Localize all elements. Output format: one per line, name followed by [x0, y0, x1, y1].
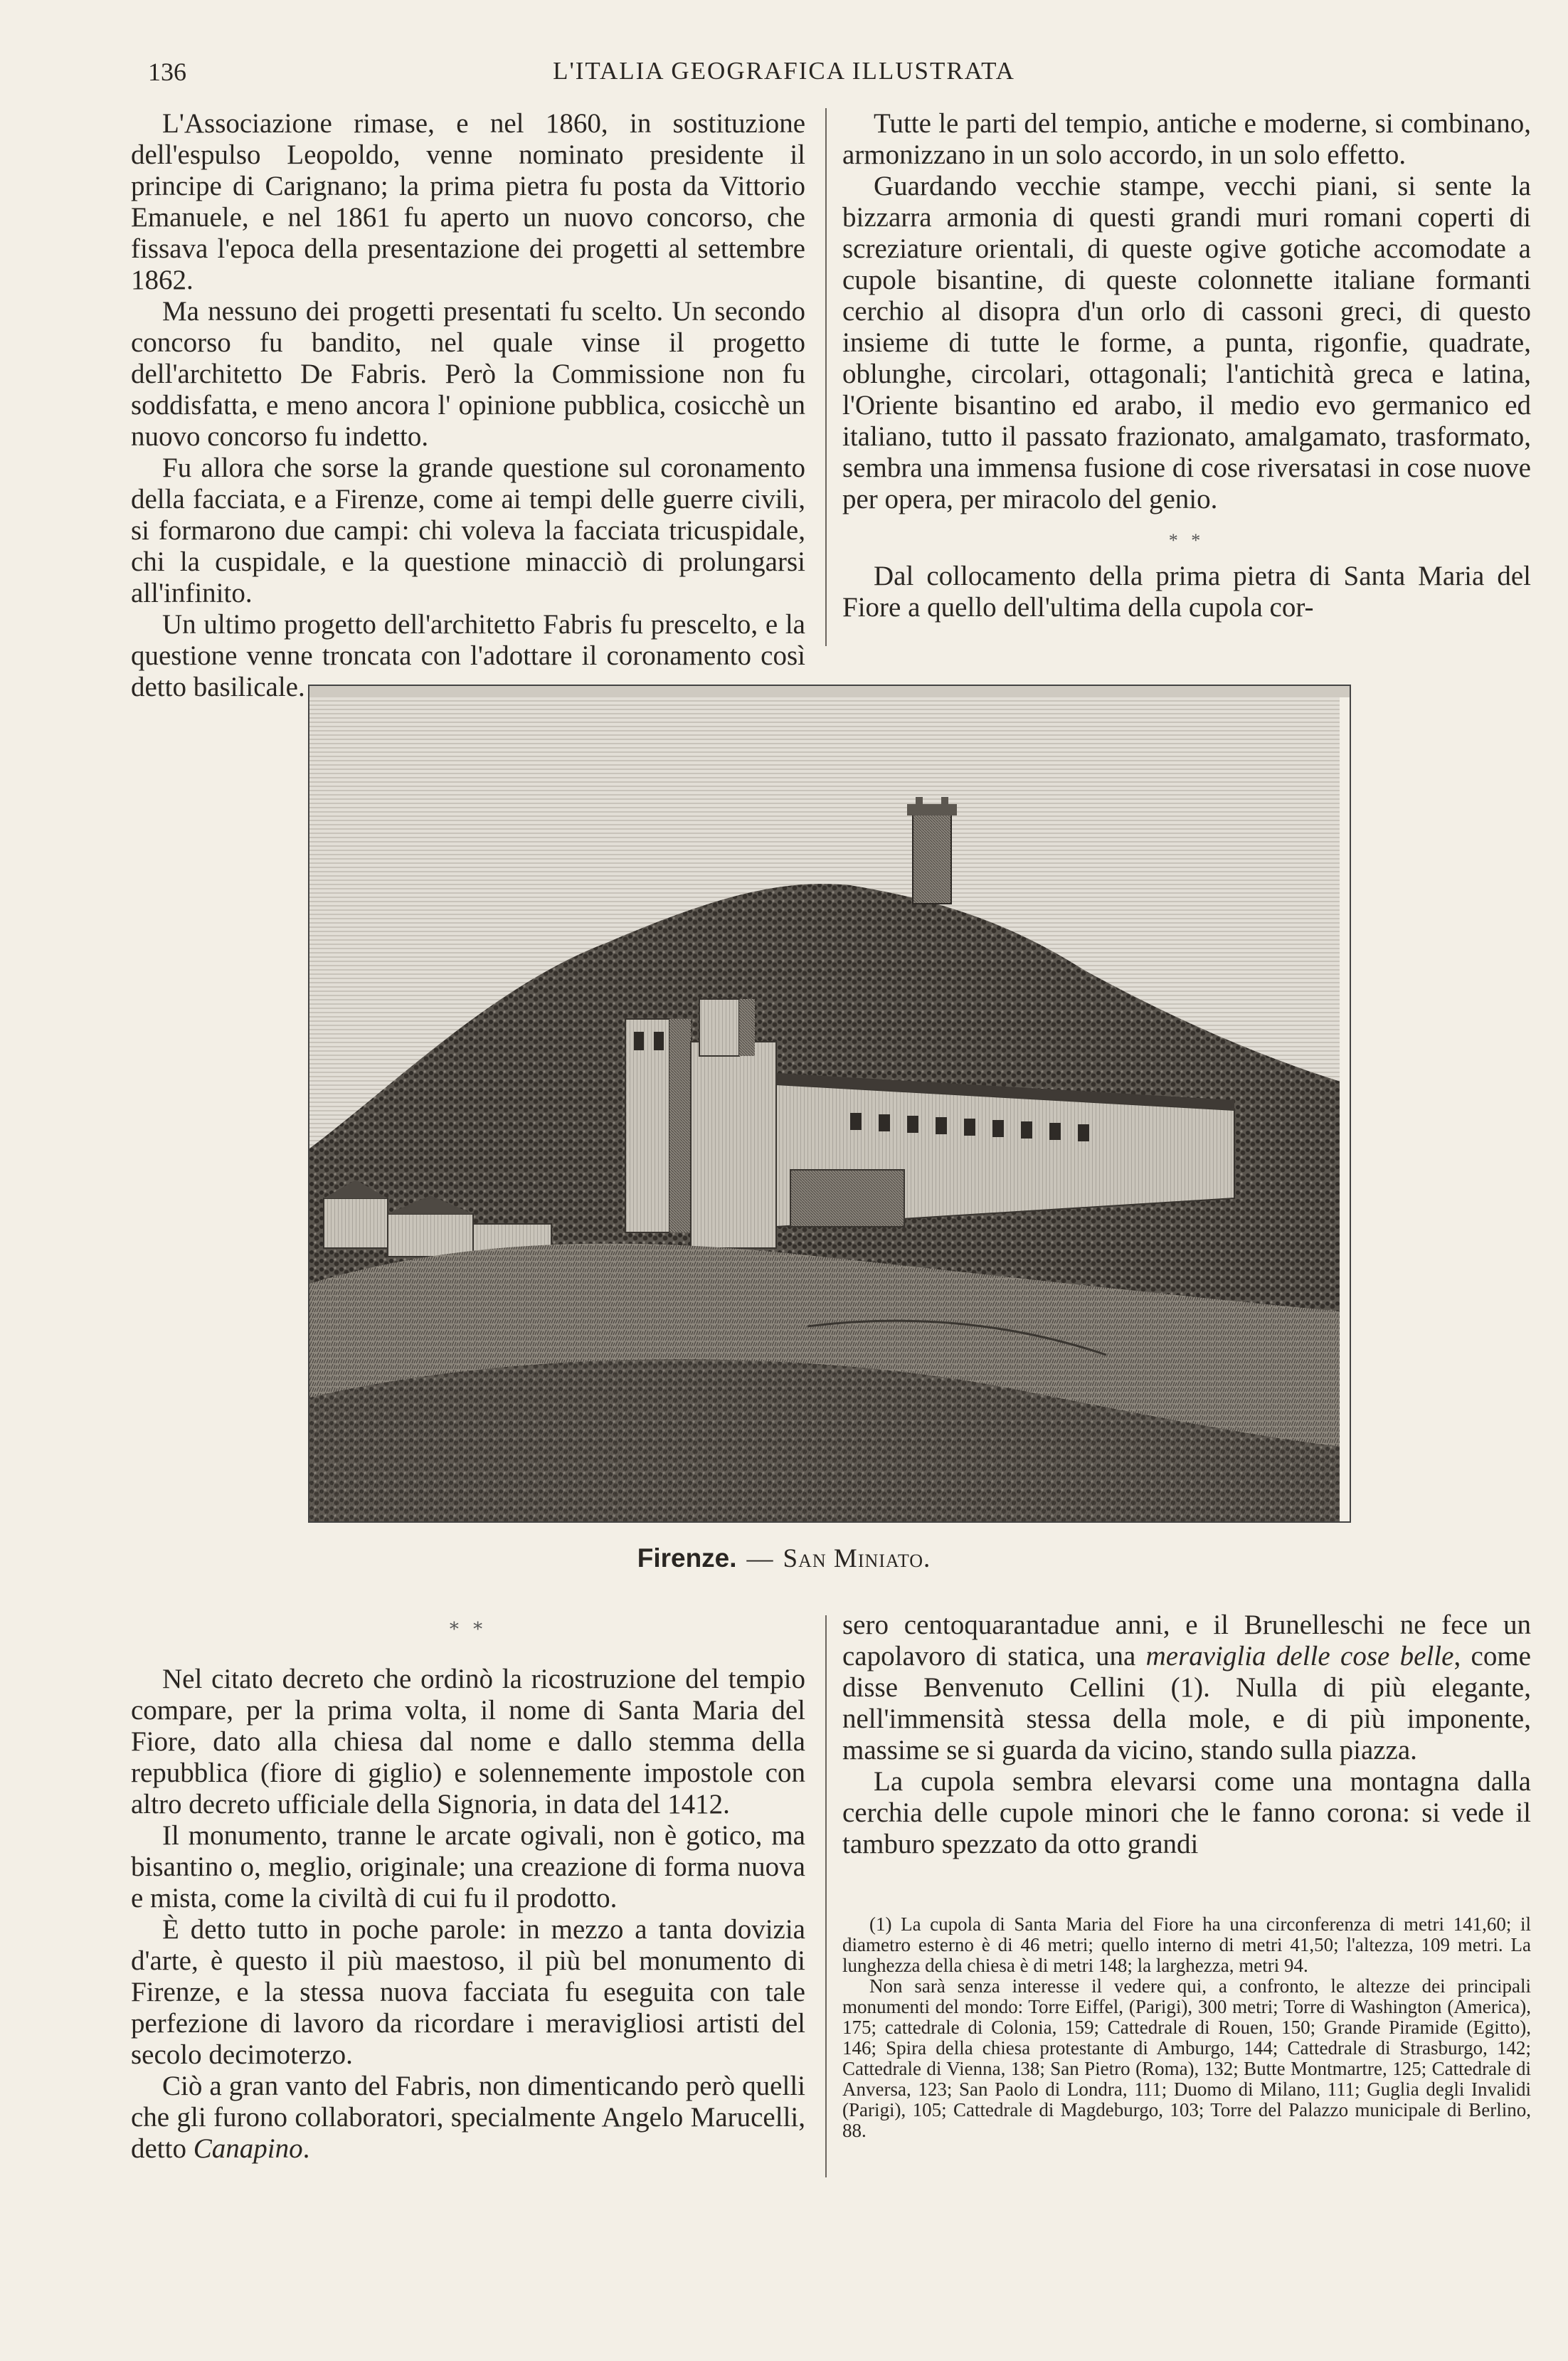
figure-caption — [0, 1543, 1568, 1574]
page-number: 136 — [148, 58, 186, 86]
paragraph: La cupola sembra elevarsi come una montagna dalla cerchia delle cupole minori che le fanno corona: si vede il tamburo spezzato da otto grandi — [842, 1766, 1531, 1859]
column-rule-top — [825, 108, 827, 646]
bottom-left-column — [131, 1664, 805, 2165]
paragraph — [842, 1610, 1531, 1766]
top-right-column — [842, 108, 1531, 623]
footnote: Non sarà senza interesse il vedere qui, a confronto, le altezze dei principali monumenti del mondo: Torre Eiffel, (Parigi), 300 metri; Torre di Washington (America), 175; cattedrale di Colonia, 159; Cattedrale di Rouen, 150; Grande Piramide (Egitto), 146; Spira della chiesa protestante di Amburgo, 144; Cattedrale di Strasburgo, 142; Cattedrale di Vienna, 138; San Pietro (Roma), 132; Butte Montmartre, 125; Cattedrale di Anversa, 123; San Paolo di Londra, 111; Duomo di Milano, 111; Guglia degli Invalidi (Parigi), 105; Cattedrale di Magdeburgo, 103; Torre del Palazzo municipale di Berlino, 88. — [842, 1975, 1531, 2141]
paragraph: È detto tutto in poche parole: in mezzo a tanta dovizia d'arte, è questo il più maestoso, il più bel monumento di Firenze, e la stessa nuova facciata fu eseguita con tale perfezione di lavoro da ricordare i meravigliosi artisti del secolo decimoterzo. — [131, 1914, 805, 2070]
engraving-illustration — [308, 685, 1351, 1523]
bottom-right-column — [842, 1610, 1531, 1860]
top-left-column — [131, 108, 805, 703]
paragraph-text: Ciò a gran vanto del Fabris, non dimenticando però quelli che gli furono collaboratori, specialmente Angelo Marucelli, detto — [131, 2071, 805, 2164]
caption-place: Firenze. — [637, 1543, 737, 1573]
paragraph: Guardando vecchie stampe, vecchi piani, si sente la bizzarra armonia di questi grandi muri romani coperti di screziature orientali, di queste ogive gotiche accomodate a cupole bisantine, di queste colonnette italiane formanti cerchio al disopra d'un orlo di cassoni greci, di questo insieme di tutte le forme, a punta, rigonfie, quadrate, oblunghe, circolari, ottagonali; l'antichità greca e latina, l'Oriente bisantino ed arabo, il medio evo germanico ed italiano, tutto il passato frazionato, amalgamato, trasformato, sembra una immensa fusione di cose riversatasi in cose nuove per opera, per miracolo del genio. — [842, 171, 1531, 514]
paragraph-text: sero centoquarantadue anni, e il Brunelleschi ne fece un capolavoro di statica, una — [842, 1610, 1531, 1671]
paragraph-end: . — [302, 2133, 310, 2164]
italic-quote: meraviglia delle cose belle — [1145, 1641, 1454, 1671]
paragraph: Fu allora che sorse la grande questione sul coronamento della facciata, e a Firenze, come ai tempi delle guerre civili, si formarono due campi: chi voleva la facciata tricuspidale, chi la cuspidale, e la questione minacciò di prolungarsi all'infinito. — [131, 453, 805, 608]
section-separator: * * — [449, 1619, 487, 1640]
paragraph: Dal collocamento della prima pietra di Santa Maria del Fiore a quello dell'ultima della cupola cor- — [842, 561, 1531, 623]
paragraph: Un ultimo progetto dell'architetto Fabris fu prescelto, e la questione venne troncata con l'adottare il coronamento così detto basilicale. — [131, 609, 805, 702]
column-rule-bottom — [825, 1615, 827, 2177]
footnotes — [842, 1914, 1531, 2141]
paragraph: Nel citato decreto che ordinò la ricostruzione del tempio compare, per la prima volta, il nome di Santa Maria del Fiore, dato alla chiesa dal nome e dallo stemma della repubblica (fiore di giglio) e solennemente impostole con altro decreto ufficiale della Signoria, in data del 1412. — [131, 1664, 805, 1819]
san-miniato-engraving — [309, 686, 1350, 1521]
running-title: L'ITALIA GEOGRAFICA ILLUSTRATA — [553, 57, 1015, 85]
running-header — [0, 57, 1568, 100]
nickname: Canapino — [193, 2133, 303, 2164]
paragraph: L'Associazione rimase, e nel 1860, in sostituzione dell'espulso Leopoldo, venne nominato presidente il principe di Carignano; la prima pietra fu posta da Vittorio Emanuele, e nel 1861 fu aperto un nuovo concorso, che fissava l'epoca della presentazione dei progetti al settembre 1862. — [131, 108, 805, 295]
section-separator: * * — [1168, 530, 1205, 551]
caption-dash: — — [746, 1544, 773, 1573]
paragraph: Ma nessuno dei progetti presentati fu scelto. Un secondo concorso fu bandito, nel quale vinse il progetto dell'architetto De Fabris. Però la Commissione non fu soddisfatta, e meno ancora l' opinione pubblica, cosicchè un nuovo concorso fu indetto. — [131, 296, 805, 452]
paragraph: Il monumento, tranne le arcate ogivali, non è gotico, ma bisantino o, meglio, originale; una creazione di forma nuova e mista, come la civiltà di cui fu il prodotto. — [131, 1820, 805, 1913]
caption-subject: San Miniato. — [783, 1544, 931, 1573]
paragraph — [131, 2071, 805, 2165]
footnote: (1) La cupola di Santa Maria del Fiore ha una circonferenza di metri 141,60; il diametro esterno è di 46 metri; quello interno di metri 41,50; l'altezza, 109 metri. La lunghezza della chiesa è di metri 148; la larghezza, metri 94. — [842, 1913, 1531, 1976]
paragraph-end: , come disse Benvenuto Cellini (1). Nulla di più elegante, nell'immensità stessa della mole, e di più imponente, massime se si guarda da vicino, stando sulla piazza. — [842, 1641, 1531, 1765]
paragraph: Tutte le parti del tempio, antiche e moderne, si combinano, armonizzano in un solo accordo, in un solo effetto. — [842, 108, 1531, 170]
